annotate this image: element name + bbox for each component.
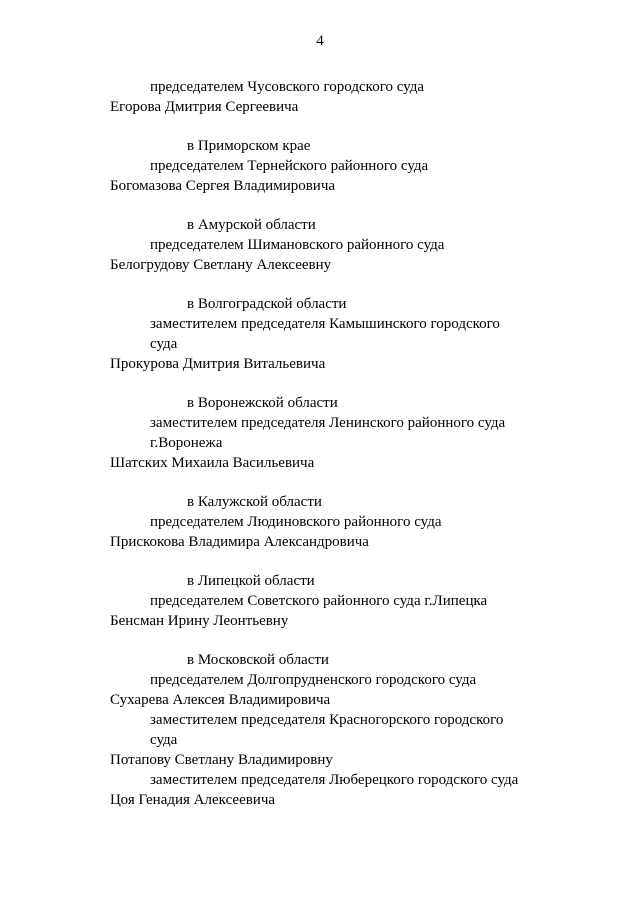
person-name: Бенсман Ирину Леонтьевну [110,613,289,629]
region-block [0,393,640,473]
position-line: заместителем председателя Люберецкого городского суда [150,772,519,788]
person-name: Белогрудову Светлану Алексеевну [110,257,332,273]
position-line: председателем Долгопрудненского городского суда [150,672,477,688]
block-spacer [0,374,640,393]
region-block [0,77,640,117]
region-block [0,294,640,374]
person-name: Шатских Михаила Васильевича [110,455,315,471]
person-name: Егорова Дмитрия Сергеевича [110,99,299,115]
region-heading: в Амурской области [187,217,316,233]
person-name: Цоя Генадия Алексеевича [110,792,276,808]
region-block [0,492,640,552]
position-line: заместителем председателя Красногорского городского [150,712,504,728]
region-heading: в Московской области [187,652,329,668]
region-block [0,571,640,631]
region-block [0,650,640,810]
position-line: председателем Чусовского городского суда [150,79,425,95]
position-line: заместителем председателя Ленинского районного суда [150,415,506,431]
position-line: председателем Советского районного суда г.Липецка [150,593,488,609]
page-number: 4 [316,33,324,49]
appointments-list [0,77,640,810]
region-heading: в Волгоградской области [187,296,347,312]
region-heading: в Липецкой области [187,573,315,589]
position-line: г.Воронежа [150,435,223,451]
block-spacer [0,631,640,650]
region-heading: в Калужской области [187,494,322,510]
region-heading: в Приморском крае [187,138,311,154]
block-spacer [0,117,640,136]
position-line: председателем Людиновского районного суда [150,514,442,530]
person-name: Прокурова Дмитрия Витальевича [110,356,326,372]
block-spacer [0,275,640,294]
region-block [0,136,640,196]
position-line: председателем Тернейского районного суда [150,158,429,174]
person-name: Потапову Светлану Владимировну [110,752,333,768]
person-name: Прискокова Владимира Александровича [110,534,369,550]
position-line: заместителем председателя Камышинского городского [150,316,500,332]
region-heading: в Воронежской области [187,395,338,411]
region-block [0,215,640,275]
block-spacer [0,473,640,492]
position-line: председателем Шимановского районного суда [150,237,445,253]
person-name: Сухарева Алексея Владимировича [110,692,331,708]
block-spacer [0,196,640,215]
position-line: суда [150,732,178,748]
block-spacer [0,552,640,571]
person-name: Богомазова Сергея Владимировича [110,178,336,194]
position-line: суда [150,336,178,352]
